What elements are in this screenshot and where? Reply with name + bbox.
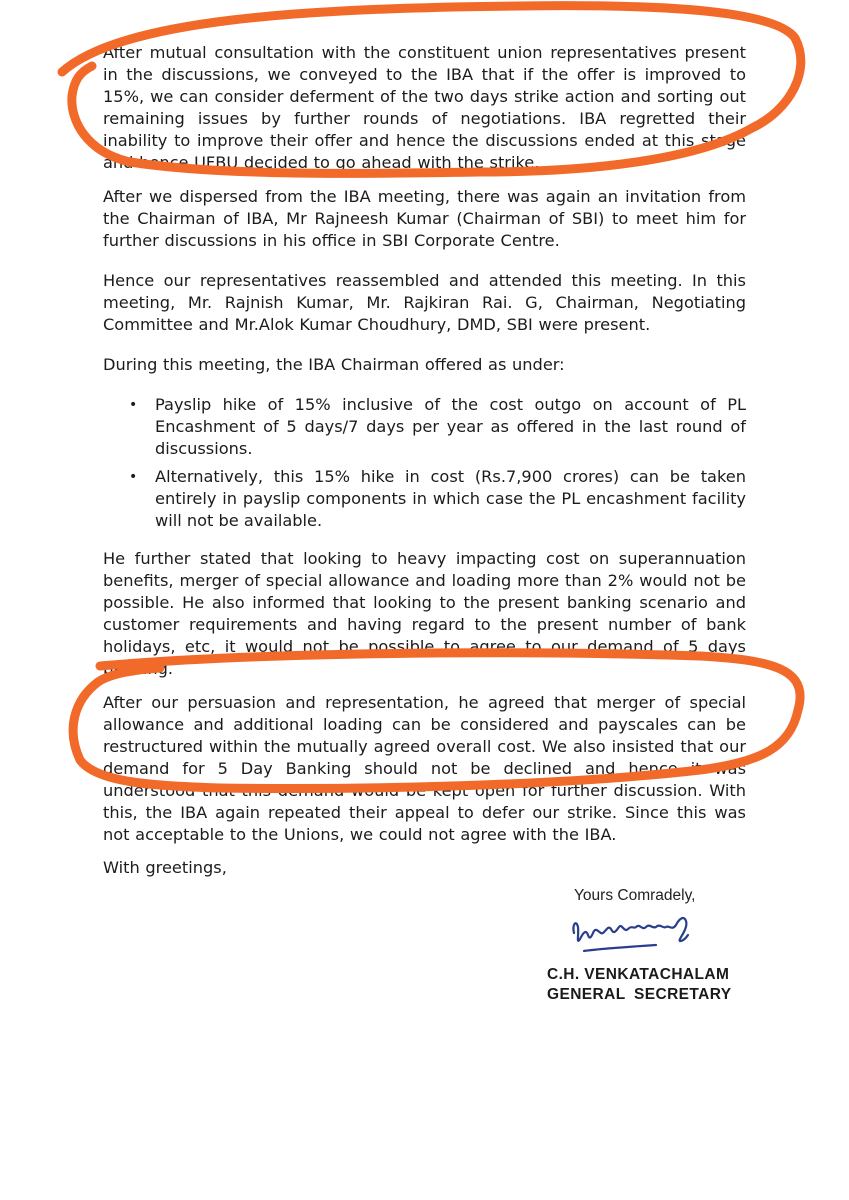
paragraph-meeting-attendees: Hence our representatives reassembled and attended this meeting. In this meeting, Mr. Rajnish Kumar, Mr. Rajkiran Rai. G, Chairman, Negotiating Committee and Mr.Alok Kumar Choudhury, DMD, SBI were present.: [103, 271, 746, 334]
signature-icon: [566, 905, 716, 960]
bullet-icon: •: [129, 397, 138, 413]
paragraph-iba-offer: After mutual consultation with the constituent union representatives present in the discussions, we conveyed to the IBA that if the offer is improved to 15%, we can consider deferment of the two days strike action and sorting out remaining issues by further rounds of negotiations. IBA regretted their inability to improve their offer and hence the discussions ended at this stage and hence UFBU decided to go ahead with the strike.: [103, 43, 746, 172]
signatory-name: C.H. VENKATACHALAM: [547, 966, 730, 983]
closing-line: Yours Comradely,: [574, 887, 696, 904]
paragraph-cost-constraints: He further stated that looking to heavy impacting cost on superannuation benefits, merger of special allowance and loading more than 2% would not be possible. He also informed that looking to the present banking scenario and customer requirements and having regard to the present number of bank holidays, etc, it would not be possible to agree to our demand of 5 days banking.: [103, 549, 746, 678]
signatory-title: GENERAL SECRETARY: [547, 986, 732, 1003]
list-item: [103, 466, 746, 532]
offer-list: [103, 394, 746, 532]
list-item-text: Payslip hike of 15% inclusive of the cost outgo on account of PL Encashment of 5 days/7 days per year as offered in the last round of discussions.: [155, 395, 746, 458]
bullet-icon: •: [129, 469, 138, 485]
paragraph-invitation: After we dispersed from the IBA meeting, there was again an invitation from the Chairman of IBA, Mr Rajneesh Kumar (Chairman of SBI) to meet him for further discussions in his office in SBI Corporate Centre.: [103, 187, 746, 250]
paragraph-persuasion: After our persuasion and representation, he agreed that merger of special allowance and additional loading can be considered and payscales can be restructured within the mutually agreed overall cost. We also insisted that our demand for 5 Day Banking should not be declined and hence it was understood that this demand would be kept open for further discussion. With this, the IBA again repeated their appeal to defer our strike. Since this was not acceptable to the Unions, we could not agree with the IBA.: [103, 693, 746, 844]
list-item: [103, 394, 746, 460]
paragraph-offer-intro: During this meeting, the IBA Chairman offered as under:: [103, 355, 565, 374]
list-item-text: Alternatively, this 15% hike in cost (Rs.7,900 crores) can be taken entirely in payslip components in which case the PL encashment facility will not be available.: [155, 467, 746, 530]
greeting: With greetings,: [103, 858, 227, 877]
